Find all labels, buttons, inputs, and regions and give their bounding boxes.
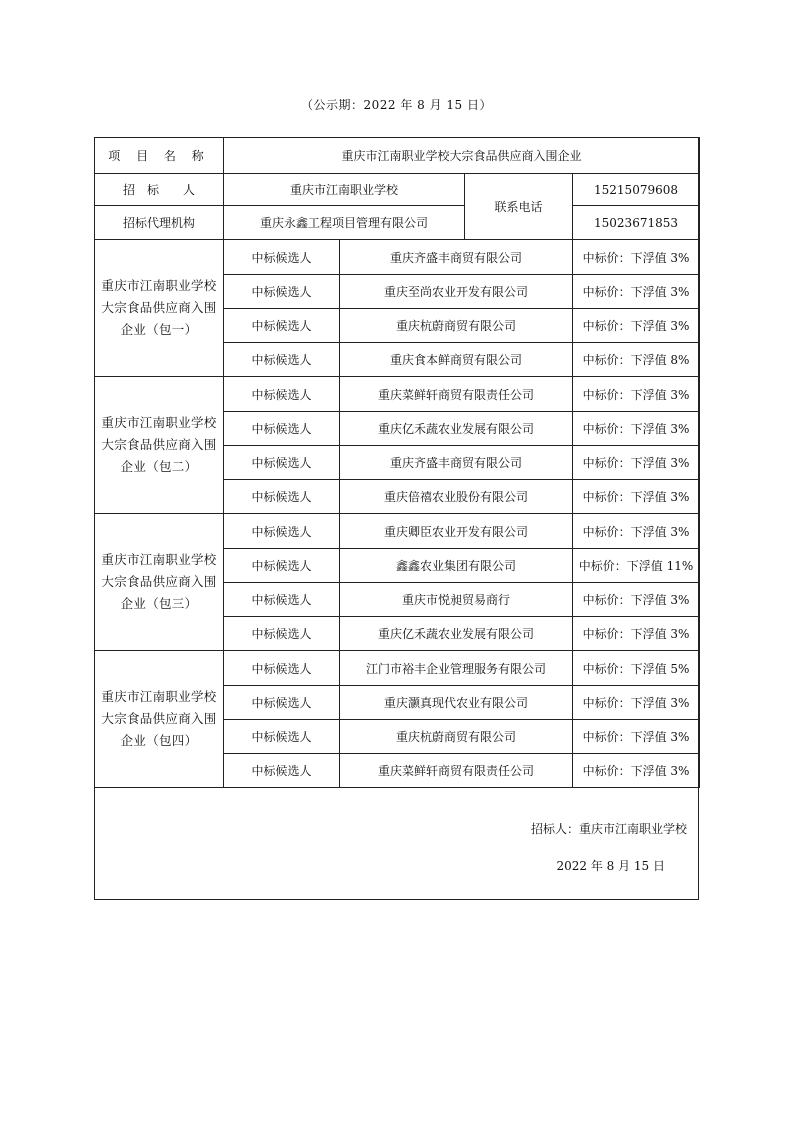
candidate-row [95, 377, 700, 412]
agency-row [95, 206, 700, 240]
candidate-company: 重庆杭蔚商贸有限公司 [340, 720, 573, 754]
candidate-price: 中标价：下浮值 3% [573, 686, 700, 720]
project-name-label: 项 目 名 称 [95, 138, 224, 174]
candidate-price: 中标价：下浮值 11% [573, 549, 700, 583]
candidate-company: 江门市裕丰企业管理服务有限公司 [340, 651, 573, 686]
candidate-role: 中标候选人 [224, 446, 340, 480]
agency-label: 招标代理机构 [95, 206, 224, 240]
signature-line: 招标人：重庆市江南职业学校 [530, 822, 687, 836]
candidate-price: 中标价：下浮值 3% [573, 583, 700, 617]
candidate-price: 中标价：下浮值 3% [573, 275, 700, 309]
candidate-company: 重庆齐盛丰商贸有限公司 [340, 446, 573, 480]
candidate-company: 重庆菜鲜轩商贸有限责任公司 [340, 754, 573, 788]
candidate-price: 中标价：下浮值 3% [573, 514, 700, 549]
candidate-row [95, 240, 700, 275]
candidate-role: 中标候选人 [224, 343, 340, 377]
candidate-role: 中标候选人 [224, 651, 340, 686]
tenderer-label: 招 标 人 [95, 174, 224, 206]
tenderer-row [95, 174, 700, 206]
contact-phone-1: 15215079608 [573, 174, 700, 206]
notice-period: （公示期：2022 年 8 月 15 日） [300, 98, 493, 112]
candidate-role: 中标候选人 [224, 412, 340, 446]
project-name-value: 重庆市江南职业学校大宗食品供应商入围企业 [224, 138, 700, 174]
candidate-role: 中标候选人 [224, 549, 340, 583]
candidate-company: 重庆倍禧农业股份有限公司 [340, 480, 573, 514]
package-name: 重庆市江南职业学校大宗食品供应商入围企业（包一） [95, 240, 224, 377]
candidate-price: 中标价：下浮值 8% [573, 343, 700, 377]
candidate-row [95, 514, 700, 549]
candidate-company: 重庆市悦昶贸易商行 [340, 583, 573, 617]
candidate-company: 重庆卿臣农业开发有限公司 [340, 514, 573, 549]
candidate-company: 重庆亿禾蔬农业发展有限公司 [340, 617, 573, 651]
candidate-company: 重庆菜鲜轩商贸有限责任公司 [340, 377, 573, 412]
candidate-role: 中标候选人 [224, 754, 340, 788]
candidate-price: 中标价：下浮值 3% [573, 377, 700, 412]
candidate-role: 中标候选人 [224, 514, 340, 549]
candidate-company: 重庆灏真现代农业有限公司 [340, 686, 573, 720]
candidate-price: 中标价：下浮值 3% [573, 720, 700, 754]
candidate-role: 中标候选人 [224, 720, 340, 754]
candidate-role: 中标候选人 [224, 309, 340, 343]
candidate-company: 鑫鑫农业集团有限公司 [340, 549, 573, 583]
contact-phone-label: 联系电话 [465, 174, 573, 240]
agency-value: 重庆永鑫工程项目管理有限公司 [224, 206, 465, 240]
candidate-price: 中标价：下浮值 3% [573, 446, 700, 480]
candidate-role: 中标候选人 [224, 583, 340, 617]
candidate-price: 中标价：下浮值 3% [573, 309, 700, 343]
candidate-price: 中标价：下浮值 3% [573, 617, 700, 651]
candidate-company: 重庆食本鲜商贸有限公司 [340, 343, 573, 377]
candidate-price: 中标价：下浮值 3% [573, 754, 700, 788]
candidate-price: 中标价：下浮值 3% [573, 412, 700, 446]
candidate-company: 重庆齐盛丰商贸有限公司 [340, 240, 573, 275]
package-name: 重庆市江南职业学校大宗食品供应商入围企业（包三） [95, 514, 224, 651]
candidate-price: 中标价：下浮值 3% [573, 480, 700, 514]
package-name: 重庆市江南职业学校大宗食品供应商入围企业（包四） [95, 651, 224, 788]
candidate-company: 重庆杭蔚商贸有限公司 [340, 309, 573, 343]
candidate-company: 重庆亿禾蔬农业发展有限公司 [340, 412, 573, 446]
results-table [94, 137, 700, 788]
candidate-company: 重庆至尚农业开发有限公司 [340, 275, 573, 309]
tenderer-value: 重庆市江南职业学校 [224, 174, 465, 206]
candidate-price: 中标价：下浮值 3% [573, 240, 700, 275]
project-name-row [95, 138, 700, 174]
candidate-row [95, 651, 700, 686]
candidate-price: 中标价：下浮值 5% [573, 651, 700, 686]
package-name: 重庆市江南职业学校大宗食品供应商入围企业（包二） [95, 377, 224, 514]
signature-date: 2022 年 8 月 15 日 [556, 859, 665, 873]
candidate-role: 中标候选人 [224, 686, 340, 720]
contact-phone-2: 15023671853 [573, 206, 700, 240]
candidate-role: 中标候选人 [224, 377, 340, 412]
candidate-role: 中标候选人 [224, 275, 340, 309]
candidate-role: 中标候选人 [224, 480, 340, 514]
candidate-role: 中标候选人 [224, 240, 340, 275]
candidate-role: 中标候选人 [224, 617, 340, 651]
